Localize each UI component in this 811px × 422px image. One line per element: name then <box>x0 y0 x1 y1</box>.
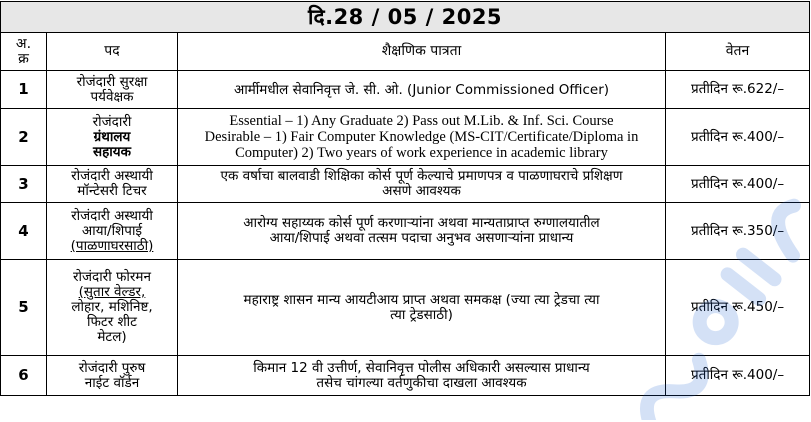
qualification-cell: महाराष्ट्र शासन मान्य आयटीआय प्राप्त अथवा समकक्ष (ज्या त्या ट्रेडचा त्या त्या ट्रेडसाठी) <box>178 260 666 356</box>
qualification-cell: किमान 12 वी उत्तीर्ण, सेवानिवृत्त पोलीस अधिकारी असल्यास प्राधान्य तसेच चांगल्या वर्तणुकीचा दाखला आवश्यक <box>178 356 666 396</box>
post-cell: रोजंदारी अस्थायी आया/शिपाई (पाळणाघरसाठी) <box>47 203 178 260</box>
qualification-cell: Essential – 1) Any Graduate 2) Pass out M.Lib. & Inf. Sci. Course Desirable – 1) Fair Computer Knowledge (MS-CIT/Certificate/Diploma in Computer) 2) Two years of work experience in academic library <box>178 109 666 166</box>
table-row <box>1 356 810 396</box>
post-column-header: पद <box>47 33 178 71</box>
serial-cell: 4 <box>1 203 47 260</box>
qualification-cell: आरोग्य सहाय्यक कोर्स पूर्ण करणाऱ्यांना अथवा मान्यताप्राप्त रुग्णालयातील आया/शिपाई अथवा तत्सम पदाचा अनुभव असणाऱ्यांना प्राधान्य <box>178 203 666 260</box>
qualification-cell: आर्मीमधील सेवानिवृत्त जे. सी. ओ. (Junior Commissioned Officer) <box>178 71 666 109</box>
salary-cell: प्रतीदिन रू.400/– <box>666 356 810 396</box>
table-row <box>1 260 810 356</box>
post-cell: रोजंदारी अस्थायी मॉन्टेसरी टिचर <box>47 166 178 203</box>
table-row <box>1 203 810 260</box>
notice-date: दि.28 / 05 / 2025 <box>1 2 810 33</box>
serial-cell: 6 <box>1 356 47 396</box>
salary-cell: प्रतीदिन रू.622/– <box>666 71 810 109</box>
post-cell: रोजंदारी फोरमन (सुतार वेल्डर, लोहार, मशिनिष्ट, फिटर शीट मेटल) <box>47 260 178 356</box>
table-row <box>1 71 810 109</box>
salary-cell: प्रतीदिन रू.400/– <box>666 166 810 203</box>
qualification-cell: एक वर्षाचा बालवाडी शिक्षिका कोर्स पूर्ण केल्याचे प्रमाणपत्र व पाळणाघराचे प्रशिक्षण असणे आवश्यक <box>178 166 666 203</box>
date-row <box>1 2 810 33</box>
salary-cell: प्रतीदिन रू.350/– <box>666 203 810 260</box>
post-cell: रोजंदारी सुरक्षा पर्यवेक्षक <box>47 71 178 109</box>
table-row <box>1 166 810 203</box>
qualification-column-header: शैक्षणिक पात्रता <box>178 33 666 71</box>
serial-cell: 3 <box>1 166 47 203</box>
table-row <box>1 109 810 166</box>
post-cell: रोजंदारी पुरुष नाईट वॉर्डन <box>47 356 178 396</box>
salary-column-header: वेतन <box>666 33 810 71</box>
salary-cell: प्रतीदिन रू.400/– <box>666 109 810 166</box>
serial-cell: 2 <box>1 109 47 166</box>
post-cell: रोजंदारी ग्रंथालय सहायक <box>47 109 178 166</box>
header-row <box>1 33 810 71</box>
serial-cell: 1 <box>1 71 47 109</box>
recruitment-table <box>0 1 810 396</box>
serial-column-header: अ. क्र <box>1 33 47 71</box>
serial-cell: 5 <box>1 260 47 356</box>
salary-cell: प्रतीदिन रू.450/– <box>666 260 810 356</box>
